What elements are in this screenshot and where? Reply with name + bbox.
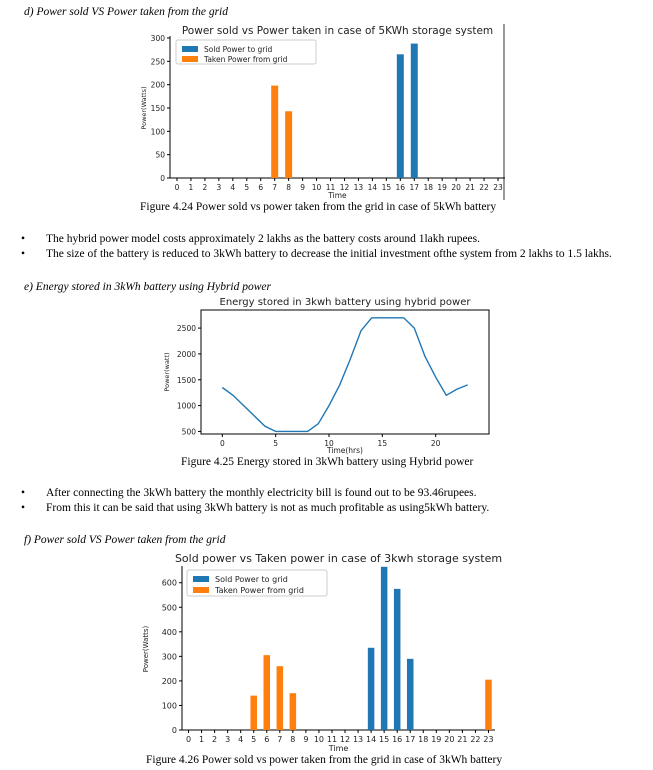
x-axis-label: Time [328,191,347,200]
x-tick-label: 9 [300,183,305,192]
x-tick-label: 7 [272,183,278,192]
bar [397,54,404,178]
y-tick-label: 200 [161,676,177,686]
bar [271,86,278,178]
bullet-item: • The hybrid power model costs approximately 2 lakhs as the battery costs around 1lakh rupees. [16,232,612,247]
x-tick-label: 9 [303,735,309,744]
x-tick-label: 15 [381,183,392,192]
bar [407,659,414,730]
x-tick-label: 15 [377,439,388,448]
x-tick-label: 19 [437,183,447,192]
x-tick-label: 23 [483,735,494,744]
chart-energy-3kwh [155,294,495,456]
x-tick-label: 15 [379,735,390,744]
x-tick-label: 17 [409,183,420,192]
x-tick-label: 20 [430,439,441,448]
y-tick-label: 100 [150,127,165,137]
x-tick-label: 20 [451,183,461,192]
legend-swatch [182,46,198,52]
y-tick-label: 400 [161,627,177,637]
y-tick-label: 200 [150,80,165,90]
x-tick-label: 16 [395,183,406,192]
x-tick-label: 0 [219,439,225,448]
legend-label: Taken Power from grid [204,55,288,64]
x-tick-label: 16 [392,735,403,744]
chart-power-5kwh [140,22,510,202]
legend-swatch [182,56,198,62]
bar [250,696,257,730]
y-tick-label: 1000 [176,401,196,411]
x-tick-label: 14 [366,735,377,744]
x-tick-label: 18 [418,735,429,744]
legend-label: Sold Power to grid [204,45,273,54]
figure-caption-4-25: Figure 4.25 Energy stored in 3kWh battery using Hybrid power [181,456,474,468]
bullet-item: • From this it can be said that using 3kWh battery is not as much profitable as using5kWh battery. [16,501,489,516]
x-tick-label: 10 [311,183,322,192]
bar [285,111,292,178]
section-heading-f: f) Power sold VS Power taken from the grid [24,534,226,546]
x-tick-label: 7 [277,735,283,744]
x-tick-label: 23 [493,183,503,192]
x-tick-label: 20 [444,735,455,744]
bullet-item: • The size of the battery is reduced to 3kWh battery to decrease the initial investment ofthe system from 2 lakhs to 1.5 lakhs. [16,247,612,262]
x-tick-label: 0 [174,183,180,192]
x-tick-label: 19 [431,735,442,744]
legend-label: Taken Power from grid [215,586,304,595]
x-tick-label: 21 [465,183,475,192]
legend-swatch [193,576,209,582]
y-tick-label: 0 [171,726,177,735]
y-axis-label: Power(watt) [163,352,171,392]
bar [381,567,388,730]
bar [411,44,418,178]
figure-caption-4-26: Figure 4.26 Power sold vs power taken from the grid in case of 3kWh battery [146,754,503,766]
bullet-list-2 [16,486,489,516]
y-tick-label: 100 [161,701,177,711]
x-tick-label: 5 [244,183,250,192]
chart-power-3kwh [140,550,515,755]
x-tick-label: 11 [326,735,338,744]
y-tick-label: 500 [181,427,196,437]
x-tick-label: 22 [470,735,481,744]
x-tick-label: 14 [367,183,378,192]
series-line [222,318,467,432]
x-tick-label: 6 [264,735,270,744]
bar [485,680,492,730]
bar [368,648,375,730]
y-axis-label: Power(Watts) [142,625,150,673]
x-tick-label: 17 [405,735,416,744]
x-tick-label: 3 [225,735,231,744]
x-tick-label: 13 [352,735,364,744]
x-tick-label: 12 [339,735,351,744]
chart-power-5kwh-svg [140,22,510,202]
x-tick-label: 22 [479,183,489,192]
y-tick-label: 1500 [176,375,196,385]
chart-energy-3kwh-svg [155,294,495,456]
x-tick-label: 11 [325,183,336,192]
bar [277,666,284,730]
chart-title: Power sold vs Power taken in case of 5KWh storage system [181,25,494,37]
y-tick-label: 250 [150,57,165,67]
x-tick-label: 4 [238,735,244,744]
x-tick-label: 21 [457,735,468,744]
y-tick-label: 2000 [176,349,196,359]
y-tick-label: 300 [161,652,177,662]
y-tick-label: 300 [150,34,165,43]
legend-swatch [193,587,209,593]
x-tick-label: 6 [258,183,264,192]
y-tick-label: 150 [150,104,165,113]
bullet-list-1 [16,232,612,262]
x-axis-label: Time(hrs) [327,446,363,455]
x-axis-label: Time [328,744,349,753]
y-tick-label: 500 [161,603,177,613]
y-axis-label: Power(Watts) [140,86,148,130]
x-tick-label: 2 [212,735,218,744]
x-tick-label: 1 [188,183,194,192]
bar [264,655,271,730]
y-tick-label: 2500 [176,324,196,334]
x-tick-label: 0 [185,735,192,744]
x-tick-label: 5 [273,439,279,448]
legend-label: Sold Power to grid [215,575,288,584]
chart-power-3kwh-svg [140,550,515,755]
x-tick-label: 5 [251,735,257,744]
chart-title: Sold power vs Taken power in case of 3kwh storage system [174,552,503,565]
x-tick-label: 1 [199,735,205,744]
section-heading-e: e) Energy stored in 3kWh battery using Hybrid power [24,281,271,293]
x-tick-label: 2 [202,183,208,192]
x-tick-label: 8 [286,183,292,192]
bar [290,693,297,730]
bullet-item: • After connecting the 3kWh battery the monthly electricity bill is found out to be 93.46rupees. [16,486,489,501]
x-tick-label: 8 [290,735,296,744]
x-tick-label: 4 [230,183,236,192]
bar [394,589,401,730]
x-tick-label: 10 [313,735,325,744]
y-tick-label: 600 [161,578,177,588]
x-tick-label: 12 [339,183,350,192]
x-tick-label: 13 [353,183,364,192]
x-tick-label: 18 [423,183,434,192]
x-tick-label: 3 [216,183,222,192]
y-tick-label: 0 [160,174,165,183]
y-tick-label: 50 [155,150,165,160]
chart-title: Energy stored in 3kwh battery using hybrid power [219,297,471,308]
figure-caption-4-24: Figure 4.24 Power sold vs power taken from the grid in case of 5kWh battery [140,201,497,213]
section-heading-d: d) Power sold VS Power taken from the grid [24,6,228,18]
x-tick-label: 10 [324,439,334,448]
